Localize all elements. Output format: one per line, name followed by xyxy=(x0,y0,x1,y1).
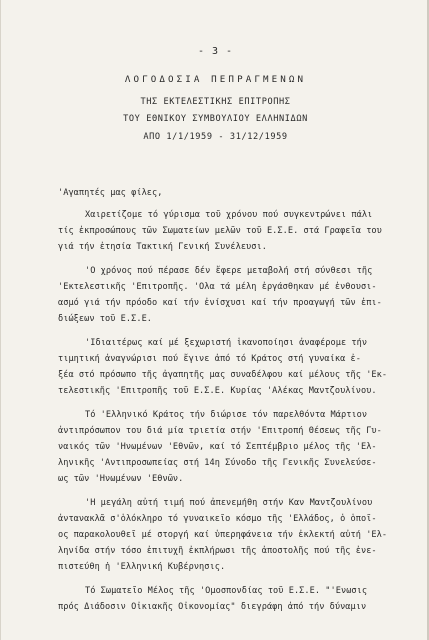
report-title: ΛΟΓΟΔΟΣΙΑ ΠΕΠΡΑΓΜΕΝΩΝ xyxy=(124,74,307,85)
body-line: 'Εκτελεστικῆς 'Επιτροπῆς. 'Ολα τά μέλη ἐργάσθηκαν μέ ἐνθουσι- xyxy=(58,282,377,292)
body-line: διώξεων τοῦ Ε.Σ.Ε. xyxy=(58,314,153,324)
body-line: 'Ο χρόνος πού πέρασε δέν ἔφερε μεταβολή στή σύνθεσι τῆς xyxy=(85,266,373,276)
page-number: - 3 - xyxy=(197,46,234,57)
body-line: ναικός τῶν 'Ηνωμένων 'Εθνῶν, καί τό Σεπτέμβριο μέλος τῆς 'Ελ- xyxy=(58,442,377,452)
body-line: ἀντανακλᾶ σ'ὁλόκληρο τό γυναικεῖο κόσμο τῆς 'Ελλάδος, ὁ ὁποῖ- xyxy=(58,514,377,524)
body-line: Τό 'Ελληνικό Κράτος τήν διώρισε τόν παρελθόντα Μάρτιον xyxy=(85,410,368,420)
body-line: γιά τήν ἐτησία Τακτική Γενική Συνέλευσι. xyxy=(58,242,267,252)
heading-line-committee: ΤΗΣ ΕΚΤΕΛΕΣΤΙΚΗΣ ΕΠΙΤΡΟΠΗΣ xyxy=(140,97,291,107)
body-line: τίς ἐκπροσώπους τῶν Σωματείων μελῶν τοῦ Ε.Σ.Ε. στά Γραφεῖα του xyxy=(58,226,382,236)
body-line: ἀντιπρόσωπον του διά μία τριετία στήν 'Επιτροπή Θέσεως τῆς Γυ- xyxy=(58,426,382,436)
body-line: Τό Σωματεῖο Μέλος τῆς 'Ομοσπονδίας τοῦ Ε.Σ.Ε. "'Ενωσις xyxy=(85,586,368,596)
body-line: πρός Διάδοσιν Οἰκιακῆς Οἰκονομίας" διεγράφη ἀπό τήν δύναμιν xyxy=(58,602,367,612)
body-line: ληνίδα στήν τόσο ἐπιτυχῆ ἐκπλήρωσι τῆς ἀποστολῆς πού τῆς ἐνε- xyxy=(58,546,377,556)
heading-line-period: ΑΠΟ 1/1/1959 - 31/12/1959 xyxy=(143,132,288,142)
body-line: ως τῶν 'Ηνωμένων 'Εθνῶν. xyxy=(58,474,184,484)
salutation: 'Αγαπητές μας φίλες, xyxy=(58,188,163,198)
body-line: τιμητική ἀναγνώρισι πού ἔγινε ἀπό τό Κράτος στή γυναίκα ἐ- xyxy=(58,354,361,364)
body-line: πιστεύθη ἡ 'Ελληνική Κυβέρνησις. xyxy=(58,562,226,572)
heading-line-council: ΤΟΥ ΕΘΝΙΚΟΥ ΣΥΜΒΟΥΛΙΟΥ ΕΛΛΗΝΙΔΩΝ xyxy=(123,114,308,124)
body-line: ος παρακολουθεῖ μέ στοργή καί ὑπερηφάνεια τήν ἐκλεκτή αὐτή 'Ελ- xyxy=(58,530,388,540)
body-line: 'Ιδιαιτέρως καί μέ ξεχωριστή ἱκανοποίησι ἀναφέρομε τήν xyxy=(85,338,368,348)
body-line: 'Η μεγάλη αὐτή τιμή πού ἀπενεμήθη στήν Καν Μαντζουλίνου xyxy=(85,498,373,508)
body-line: ληνικῆς 'Αντιπροσωπείας στή 14η Σύνοδο τῆς Γενικῆς Συνελεύσε- xyxy=(58,458,377,468)
body-line: Χαιρετίζομε τό γύρισμα τοῦ χρόνου πού συγκεντρώνει πάλι xyxy=(85,210,373,220)
body-line: τελεστικῆς 'Επιτροπῆς τοῦ Ε.Σ.Ε. Κυρίας 'Αλέκας Μαντζουλίνου. xyxy=(58,386,377,396)
body-line: ασμό γιά τήν πρόοδο καί τήν ἐνίσχυσι καί τήν προαγωγή τῶν ἐπι- xyxy=(58,298,382,308)
body-line: ξέα στό πρόσωπο τῆς ἀγαπητῆς μας συναδέλφου καί μέλους τῆς 'Εκ- xyxy=(58,370,388,380)
